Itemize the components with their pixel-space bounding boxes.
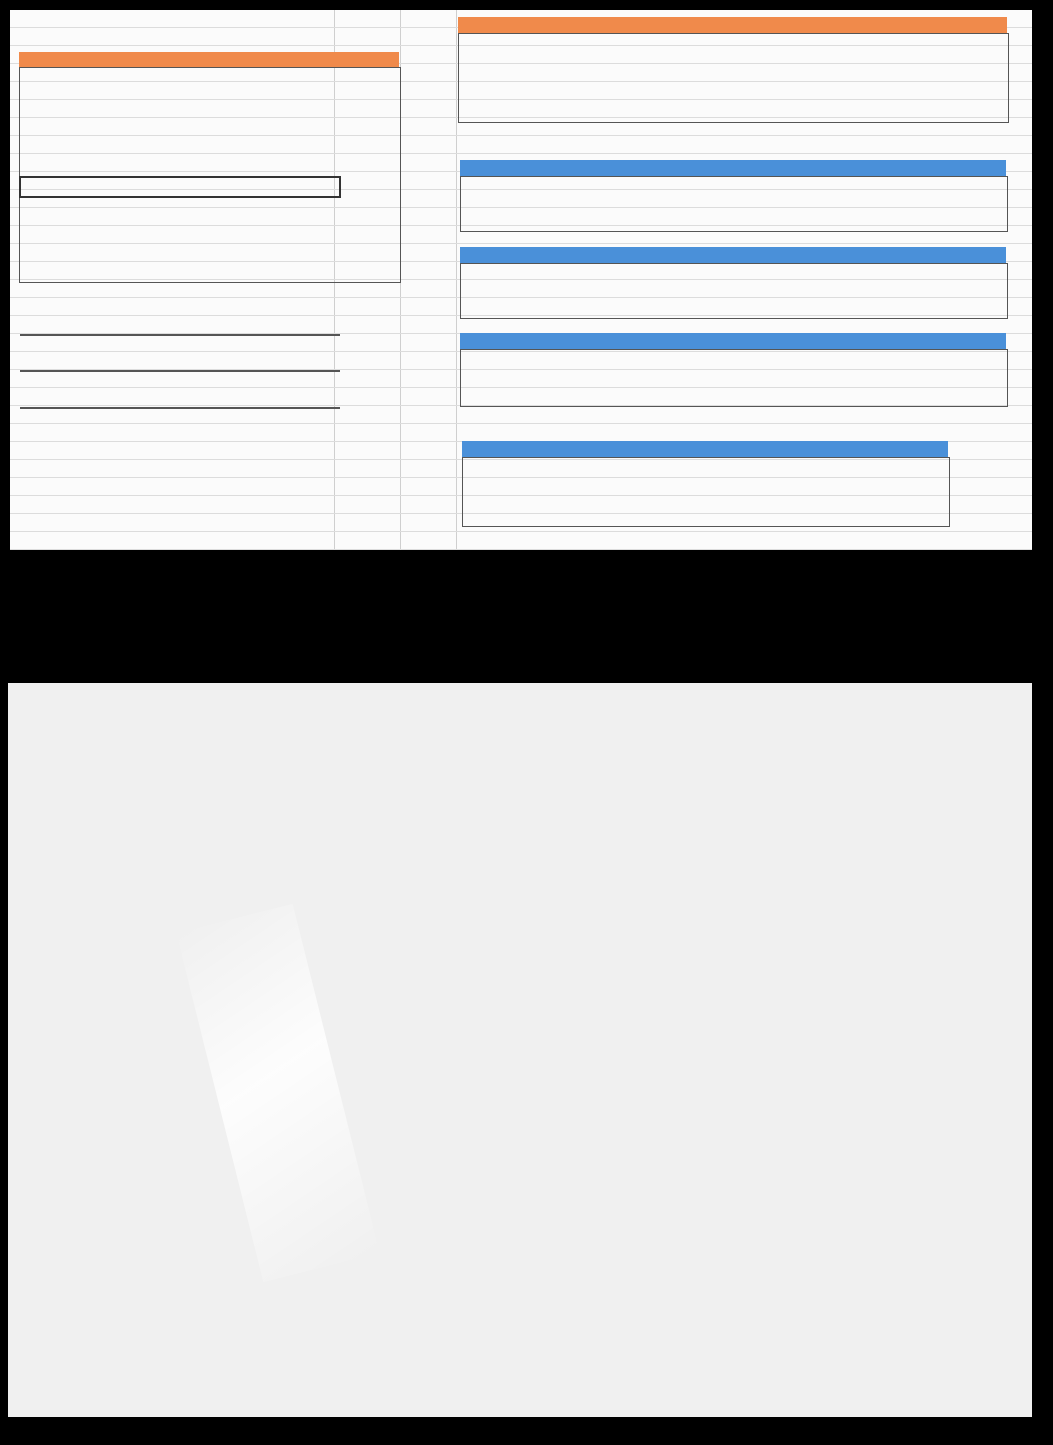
top-spreadsheet: [10, 10, 1032, 550]
running-forecast-title: [460, 333, 1006, 349]
bottom-spreadsheet: [8, 683, 1032, 1417]
master-production-schedule-button[interactable]: [20, 370, 340, 372]
fg-inventory-border: [462, 457, 950, 527]
params-table-border: [19, 67, 401, 283]
fg-inventory-title: [462, 441, 948, 457]
aggregate-demand-title: [458, 17, 1007, 33]
params-header-bar: [19, 52, 399, 67]
aggregate-planning-button[interactable]: [20, 334, 340, 336]
aggregate-demand-border: [458, 33, 1009, 123]
selected-cell-outline[interactable]: [19, 176, 341, 198]
athletic-table-border: [460, 263, 1008, 319]
screen-glare: [176, 904, 380, 1282]
athletic-forecast-title: [460, 247, 1006, 263]
casual-table-border: [460, 176, 1008, 232]
materials-requirement-planning-button[interactable]: [20, 407, 340, 409]
casual-forecast-title: [460, 160, 1006, 176]
running-table-border: [460, 349, 1008, 407]
